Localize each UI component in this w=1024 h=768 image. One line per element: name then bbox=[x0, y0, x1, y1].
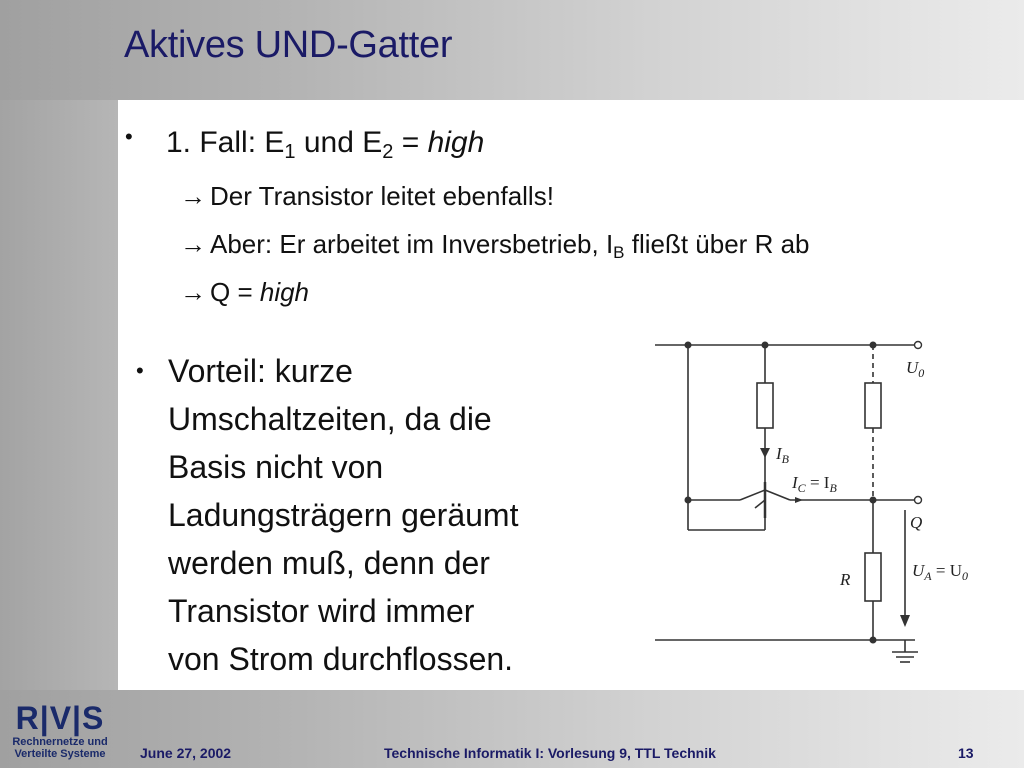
arrow-item-2: → Aber: Er arbeitet im Inversbetrieb, $I_B$ fließt über R ab bbox=[180, 229, 810, 262]
resistor-base-shape bbox=[757, 383, 773, 428]
arrow-item-1: → Der Transistor leitet ebenfalls! bbox=[180, 181, 554, 211]
bullet-dot: • bbox=[136, 358, 144, 383]
label-r: R bbox=[840, 570, 851, 589]
arrow-icon: → bbox=[180, 277, 206, 307]
label-q: Q bbox=[910, 513, 923, 532]
arrow-icon: → bbox=[180, 229, 206, 259]
logo-mark: R|V|S bbox=[15, 700, 105, 736]
resistor-top-shape bbox=[865, 383, 881, 428]
arrow-item-3: → Q = high bbox=[180, 277, 310, 307]
label-ib: $I_B$ bbox=[776, 444, 790, 466]
resistor-r-shape bbox=[865, 553, 881, 601]
bullet-advantage-text: Vorteil: kurze Umschaltzeiten, da die Basis nicht von Ladungsträgern geräumt werden muß, denn der Transistor wird immer von Strom durchflossen. bbox=[168, 353, 519, 677]
ib-arrow-icon bbox=[760, 448, 770, 458]
bullet-dot: • bbox=[125, 124, 133, 149]
bullet-case-1 bbox=[125, 124, 485, 164]
footer-lecture: Technische Informatik I: Vorlesung 9, TTL Technik bbox=[384, 745, 716, 761]
bullet-case-1-text: 1. Fall: $E_1$ und $E_2$ = high bbox=[166, 126, 485, 163]
label-ua: $U_A = U_0$ bbox=[912, 561, 968, 583]
bullet-advantage bbox=[136, 347, 596, 683]
slide-title: Aktives UND-Gatter bbox=[124, 24, 453, 66]
footer-page-number: 13 bbox=[958, 745, 974, 761]
logo-line-2: Verteilte Systeme bbox=[14, 748, 106, 760]
arrow-icon: → bbox=[180, 181, 206, 211]
left-band bbox=[0, 100, 118, 690]
logo-line-1: Rechnernetze und bbox=[12, 736, 108, 748]
ua-arrow-icon bbox=[900, 615, 910, 627]
rvs-logo bbox=[0, 700, 120, 768]
terminal-q bbox=[915, 497, 922, 504]
circuit-diagram bbox=[650, 330, 1020, 675]
terminal-u0 bbox=[915, 342, 922, 349]
footer-date: June 27, 2002 bbox=[140, 745, 232, 761]
label-ic: $I_C = I_B$ bbox=[792, 473, 837, 495]
label-u0: $U_0$ bbox=[906, 358, 925, 380]
